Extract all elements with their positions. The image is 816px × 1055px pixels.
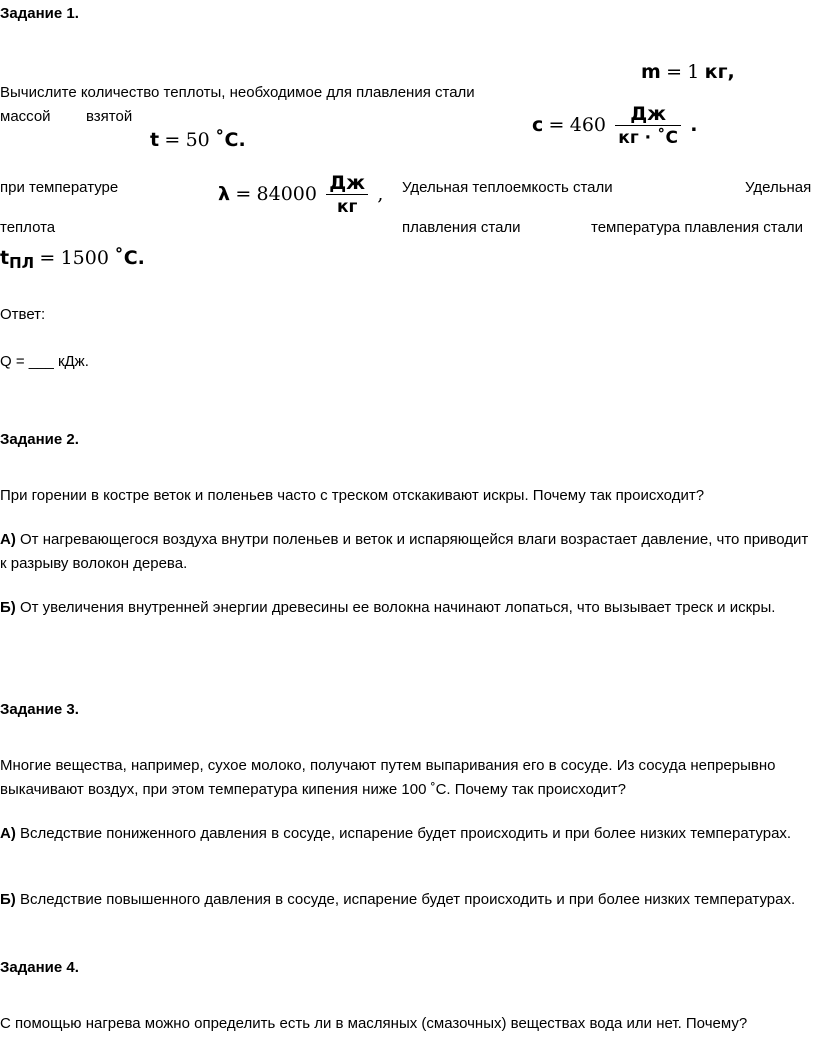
formula-melting-temp: $t_{ПЛ} = 1500$ ˚C. xyxy=(0,247,145,272)
answer-line: Q = ___ кДж. xyxy=(0,353,89,370)
task1-text-udelnaya: Удельная xyxy=(745,179,812,196)
task3-question: Многие вещества, например, сухое молоко, получают путем выпаривания его в сосуде. Из сосуда непрерывно выкачивают воздух, при этом температура кипения ниже 100 ˚С. Почему так происходит? xyxy=(0,757,776,798)
task2-option-b xyxy=(0,596,812,620)
task2-title: Задание 2. xyxy=(0,431,79,448)
task3-option-b-text: Вследствие повышенного давления в сосуде, испарение будет происходить и при более низких температурах. xyxy=(19,891,796,908)
answer-label: Ответ: xyxy=(0,306,46,323)
fraction-c: $\frac{Дж}{кг \cdot ˚C}$ xyxy=(615,103,681,149)
task1-text-pri-temp: при температуре xyxy=(0,179,119,196)
task1-text-massoy: массой xyxy=(0,108,51,125)
fraction-lambda: $\frac{Дж}{кг}$ xyxy=(326,172,368,218)
task3-option-a-label: А) xyxy=(0,825,16,842)
task1-text-teplota: теплота xyxy=(0,219,56,236)
task2-option-a-label: А) xyxy=(0,531,16,548)
task2-option-b-label: Б) xyxy=(0,599,16,616)
task2-option-b-text: От увеличения внутренней энергии древесины ее волокна начинают лопаться, что вызывает треск и искры. xyxy=(19,599,776,616)
formula-heat-capacity: c = 460 $\frac{Дж}{кг \cdot ˚C}$ . xyxy=(532,103,698,148)
task2-option-a-text: От нагревающегося воздуха внутри поленьев и веток и испаряющейся влаги возрастает давление, что приводит к разрыву волокон дерева. xyxy=(0,531,809,572)
formula-temp-initial: t = 50 ˚C. xyxy=(150,129,246,151)
task2-question: При горении в костре веток и поленьев часто с треском отскакивают искры. Почему так происходит? xyxy=(0,487,705,504)
task3-option-b xyxy=(0,888,812,912)
task3-option-a xyxy=(0,822,812,846)
task1-text-udel-teploemk: Удельная теплоемкость стали xyxy=(402,179,613,196)
task1-text-vzyatoy: взятой xyxy=(86,108,133,125)
task4-question: С помощью нагрева можно определить есть ли в масляных (смазочных) веществах вода или нет. Почему? xyxy=(0,1015,748,1032)
task3-title: Задание 3. xyxy=(0,701,79,718)
formula-lambda: λ = 84000 $\frac{Дж}{кг}$ , xyxy=(218,172,384,217)
task3-option-b-label: Б) xyxy=(0,891,16,908)
task2-option-a xyxy=(0,528,812,576)
task4-title: Задание 4. xyxy=(0,959,79,976)
formula-mass: m = 1 кг, xyxy=(641,61,735,83)
task1-text-line1: Вычислите количество теплоты, необходимое для плавления стали xyxy=(0,84,475,101)
task1-text-plavleniya: плавления стали xyxy=(402,219,521,236)
task1-title: Задание 1. xyxy=(0,5,79,22)
task1-text-temp-plav: температура плавления стали xyxy=(591,219,803,236)
task3-option-a-text: Вследствие пониженного давления в сосуде, испарение будет происходить и при более низких температурах. xyxy=(20,825,792,842)
